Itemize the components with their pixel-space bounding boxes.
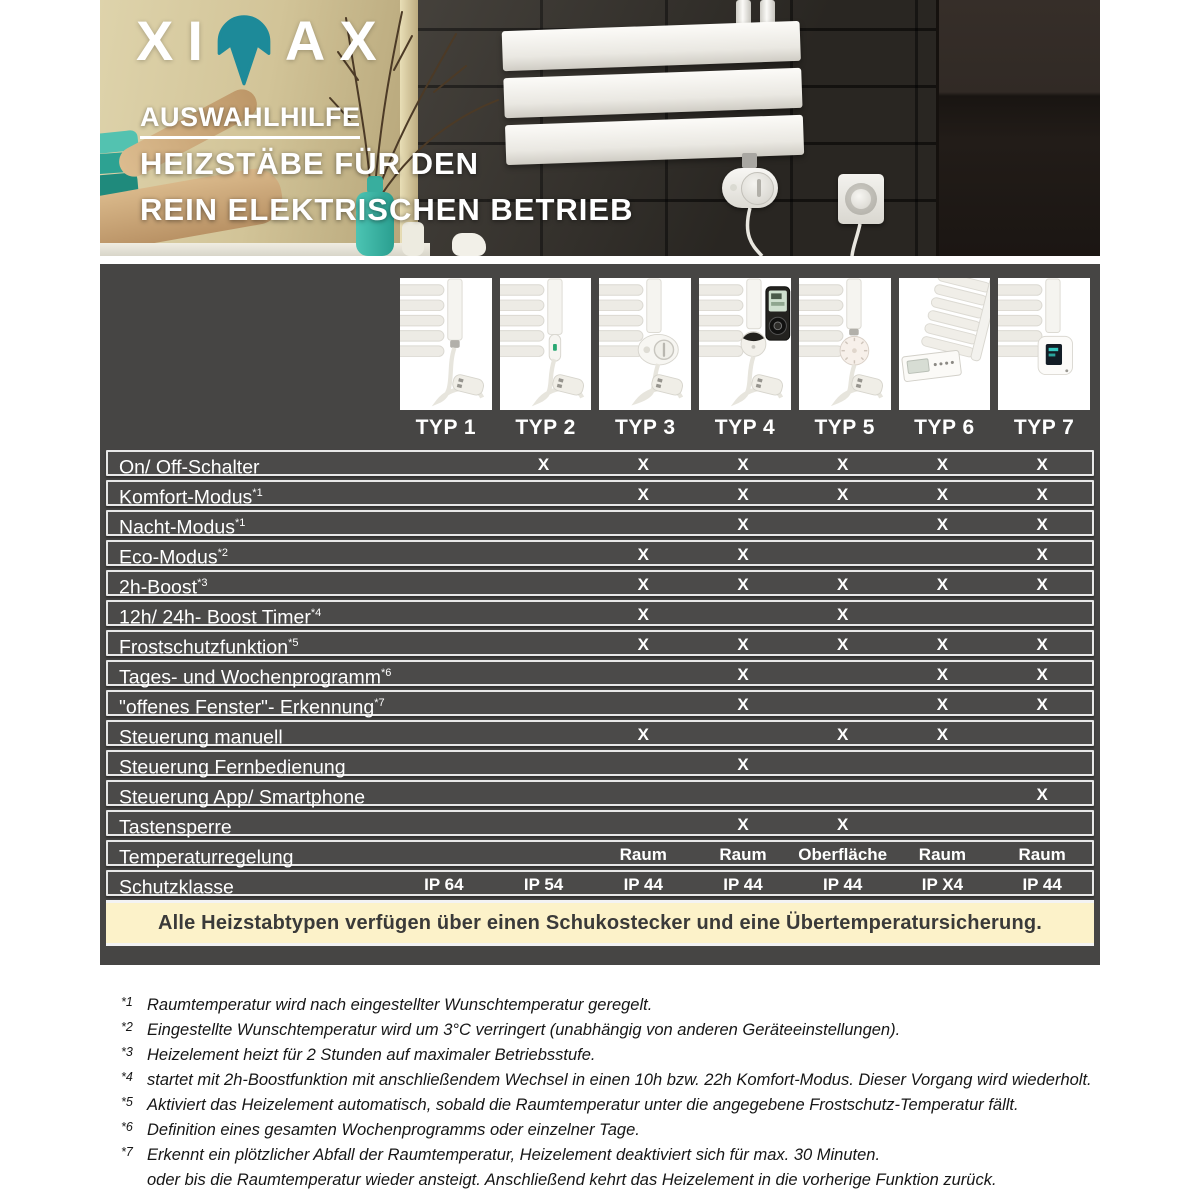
row-label: Tages- und Wochenprogramm$^{*6}$ <box>119 666 392 689</box>
feature-cell: X <box>936 635 949 655</box>
feature-cell: IP 44 <box>823 875 863 895</box>
product-photo-typ4 <box>699 278 791 410</box>
product-photo-typ6 <box>899 278 991 410</box>
column-header-typ1: TYP 1 <box>415 416 477 439</box>
feature-cell: X <box>936 455 949 475</box>
row-label: Tastensperre <box>119 816 232 839</box>
feature-cell: IP 64 <box>424 875 464 895</box>
thermostat-dial-slot <box>757 179 761 197</box>
feature-cell: X <box>637 545 649 565</box>
ximax-m-icon <box>213 12 275 88</box>
row-label: Eco-Modus$^{*2}$ <box>119 546 229 569</box>
table-row <box>106 780 1094 809</box>
row-label: 12h/ 24h- Boost Timer$^{*4}$ <box>119 606 322 629</box>
feature-rows <box>106 450 1094 899</box>
feature-cell: X <box>737 635 749 655</box>
feature-cell: X <box>1036 545 1048 565</box>
feature-cell: X <box>737 815 749 835</box>
row-label: On/ Off-Schalter <box>119 456 260 479</box>
feature-cell: X <box>936 665 949 685</box>
column-header-typ4: TYP 4 <box>714 416 776 439</box>
hero-eyebrow: AUSWAHLHILFE <box>140 102 360 139</box>
feature-cell: X <box>936 485 949 505</box>
feature-cell: X <box>1036 635 1048 655</box>
feature-cell: X <box>737 665 749 685</box>
hero-cabinet <box>936 0 1100 256</box>
row-label: Temperaturregelung <box>119 846 294 869</box>
feature-cell: X <box>1036 575 1048 595</box>
row-label: Nacht-Modus$^{*1}$ <box>119 516 246 539</box>
feature-cell: X <box>1036 665 1048 685</box>
feature-cell: IP 44 <box>723 875 763 895</box>
feature-cell: X <box>737 515 749 535</box>
column-headers-row <box>106 410 1094 446</box>
product-photo-typ3 <box>599 278 691 410</box>
column-header-typ7: TYP 7 <box>1013 416 1075 439</box>
table-row <box>106 600 1094 629</box>
feature-cell: IP 44 <box>623 875 663 895</box>
feature-cell: X <box>637 455 649 475</box>
product-photo-typ7 <box>998 278 1090 410</box>
table-row <box>106 660 1094 689</box>
feature-cell: X <box>837 455 849 475</box>
feature-cell: X <box>737 695 749 715</box>
feature-cell: X <box>1036 785 1048 805</box>
radiator-slat <box>505 115 804 165</box>
row-label: Frostschutzfunktion$^{*5}$ <box>119 636 299 659</box>
footnote: *2 Eingestellte Wunschtemperatur wird um 3°C verringert (unabhängig von anderen Geräteeinstellungen). <box>121 1020 901 1039</box>
radiator-slat <box>503 68 802 118</box>
logo-text-right: AX <box>284 9 391 72</box>
feature-cell: X <box>837 605 849 625</box>
footnote: *4 startet mit 2h-Boostfunktion mit anschließendem Wechsel in einen 10h bzw. 22h Komfort-Modus. Dieser Vorgang wird wiederholt. <box>121 1070 1092 1089</box>
footnote: oder bis die Raumtemperatur wieder ansteigt. Anschließend kehrt das Heizelement in die vorherige Funktion zurück. <box>147 1171 997 1189</box>
hero-title-line2: REIN ELEKTRISCHEN BETRIEB <box>140 192 634 227</box>
feature-cell: IP 44 <box>1022 875 1062 895</box>
comparison-table-panel <box>100 264 1100 965</box>
radiator-panels <box>502 21 805 169</box>
thermostat-led <box>730 184 737 191</box>
footnote: *1 Raumtemperatur wird nach eingestellter Wunschtemperatur geregelt. <box>121 995 653 1014</box>
feature-cell: X <box>737 545 749 565</box>
feature-cell: X <box>1036 695 1048 715</box>
feature-cell: Oberfläche <box>798 845 888 865</box>
feature-cell: X <box>1036 515 1048 535</box>
feature-cell: Raum <box>619 845 667 865</box>
feature-cell: X <box>1036 455 1048 475</box>
schuko-banner: Alle Heizstabtypen verfügen über einen Schukostecker und eine Übertemperatursicherung. <box>106 900 1094 946</box>
feature-cell: IP 54 <box>523 875 564 895</box>
heating-rod-thermostat <box>722 168 778 208</box>
thermostat-fitting <box>742 153 757 168</box>
feature-cell: X <box>837 725 849 745</box>
feature-cell: X <box>837 815 849 835</box>
row-label: Steuerung manuell <box>119 726 283 749</box>
feature-cell: X <box>1036 485 1048 505</box>
product-photo-typ2 <box>500 278 592 410</box>
feature-cell: X <box>837 485 849 505</box>
column-header-typ3: TYP 3 <box>615 416 676 439</box>
feature-cell: Raum <box>719 845 767 865</box>
table-row <box>106 510 1094 539</box>
feature-cell: IP X4 <box>921 875 964 895</box>
feature-cell: X <box>737 485 749 505</box>
table-row <box>106 630 1094 659</box>
feature-cell: X <box>837 635 849 655</box>
feature-cell: X <box>637 635 649 655</box>
feature-cell: X <box>537 455 550 475</box>
product-photo-typ1 <box>400 278 492 410</box>
footnote: *5 Aktiviert das Heizelement automatisch, sobald die Raumtemperatur unter die angegebene Frostschutz-Temperatur fällt. <box>121 1095 1019 1114</box>
row-label: Schutzklasse <box>119 876 234 899</box>
feature-cell: X <box>936 725 949 745</box>
feature-cell: X <box>637 725 649 745</box>
product-photo-typ5 <box>799 278 891 410</box>
footnote: *7 Erkennt ein plötzlicher Abfall der Raumtemperatur, Heizelement deaktiviert sich für max. 30 Minuten. <box>121 1145 881 1164</box>
feature-cell: X <box>936 575 949 595</box>
feature-cell: Raum <box>918 845 967 865</box>
logo-text-left: XI <box>136 9 217 72</box>
feature-cell: X <box>637 575 649 595</box>
feature-cell: X <box>637 485 649 505</box>
row-label: 2h-Boost$^{*3}$ <box>119 576 208 599</box>
table-row <box>106 870 1094 899</box>
table-row <box>106 810 1094 839</box>
jug <box>452 233 486 256</box>
table-row <box>106 690 1094 719</box>
column-header-typ6: TYP 6 <box>914 416 975 439</box>
footnote: *3 Heizelement heizt für 2 Stunden auf maximaler Betriebsstufe. <box>121 1045 596 1064</box>
footnote: *6 Definition eines gesamten Wochenprogramms oder einzelner Tage. <box>121 1120 640 1139</box>
column-header-typ5: TYP 5 <box>814 416 875 439</box>
feature-cell: X <box>936 695 949 715</box>
table-row <box>106 840 1094 869</box>
table-row <box>106 720 1094 749</box>
socket-plug <box>851 189 871 209</box>
table-row <box>106 480 1094 509</box>
ximax-logo <box>136 8 391 88</box>
feature-cell: X <box>936 515 949 535</box>
row-label: Steuerung App/ Smartphone <box>119 786 366 809</box>
hero-banner <box>100 0 1100 256</box>
feature-cell: X <box>737 755 749 775</box>
table-row <box>106 450 1094 479</box>
hero-title-line1: HEIZSTÄBE FÜR DEN <box>140 146 480 181</box>
product-photos-row <box>106 278 1094 410</box>
footnotes <box>121 996 1111 1196</box>
table-row <box>106 750 1094 779</box>
table-row <box>106 570 1094 599</box>
feature-cell: X <box>737 575 749 595</box>
row-label: Komfort-Modus$^{*1}$ <box>119 486 263 509</box>
row-label: Steuerung Fernbedienung <box>119 756 346 779</box>
table-row <box>106 540 1094 569</box>
feature-cell: X <box>737 455 749 475</box>
feature-cell: X <box>637 605 649 625</box>
wall-socket <box>838 174 884 224</box>
row-label: "offenes Fenster"- Erkennung$^{*7}$ <box>119 696 385 719</box>
column-header-typ2: TYP 2 <box>515 416 576 439</box>
feature-cell: Raum <box>1018 845 1066 865</box>
feature-cell: X <box>837 575 849 595</box>
